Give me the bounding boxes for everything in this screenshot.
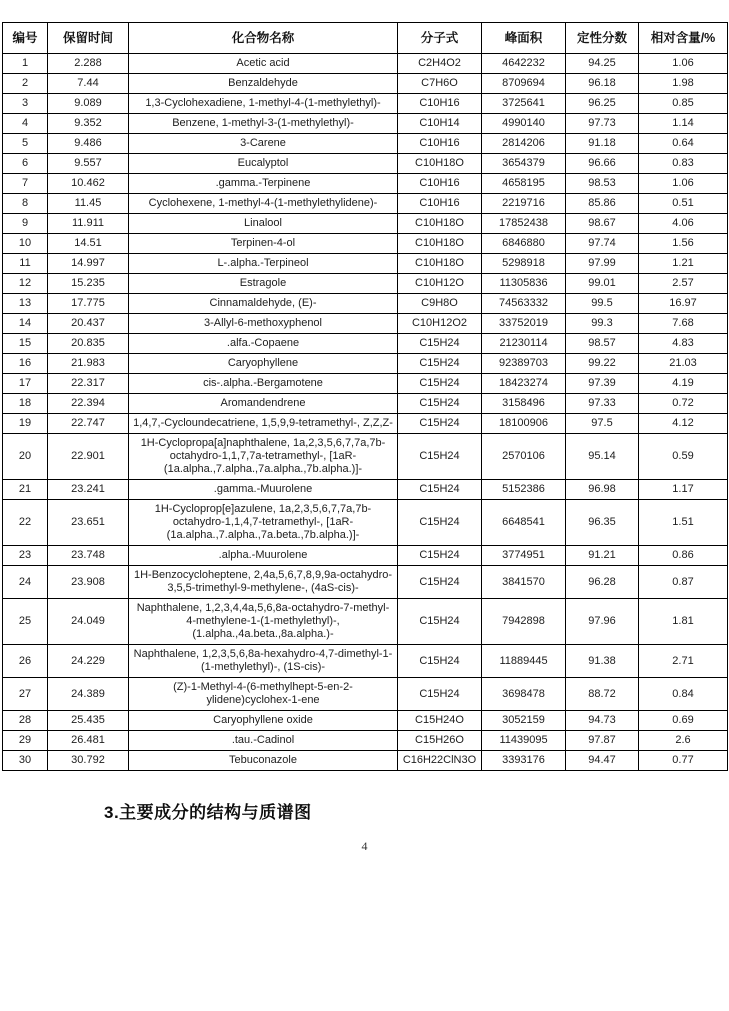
cell-col-3: C10H16 [398,134,482,154]
cell-col-3: C10H14 [398,114,482,134]
cell-col-3: C10H18O [398,254,482,274]
cell-col-5: 97.74 [566,234,639,254]
cell-col-0: 8 [3,194,48,214]
cell-col-6: 2.57 [639,274,728,294]
cell-col-1: 23.908 [48,566,129,599]
table-row [3,434,728,480]
table-row [3,214,728,234]
cell-col-5: 97.99 [566,254,639,274]
cell-col-6: 4.19 [639,374,728,394]
cell-col-3: C15H24 [398,645,482,678]
column-header-4: 峰面积 [482,23,566,54]
cell-col-4: 11305836 [482,274,566,294]
cell-col-2: 1H-Cyclopropa[a]naphthalene, 1a,2,3,5,6,7,7a,7b-octahydro-1,1,7,7a-tetramethyl-, [1aR-(1a.alpha.,7.alpha.,7a.alpha.,7b.alpha.)]- [129,434,398,480]
cell-col-5: 98.53 [566,174,639,194]
cell-col-2: .gamma.-Terpinene [129,174,398,194]
cell-col-2: 3-Carene [129,134,398,154]
cell-col-5: 99.5 [566,294,639,314]
cell-col-5: 94.25 [566,54,639,74]
cell-col-3: C15H24 [398,678,482,711]
cell-col-4: 5298918 [482,254,566,274]
cell-col-3: C10H16 [398,174,482,194]
cell-col-1: 25.435 [48,711,129,731]
cell-col-6: 1.98 [639,74,728,94]
table-header-row [3,23,728,54]
cell-col-2: Eucalyptol [129,154,398,174]
cell-col-6: 16.97 [639,294,728,314]
cell-col-2: Benzene, 1-methyl-3-(1-methylethyl)- [129,114,398,134]
cell-col-6: 0.69 [639,711,728,731]
table-row [3,374,728,394]
cell-col-4: 11889445 [482,645,566,678]
cell-col-4: 6648541 [482,500,566,546]
cell-col-1: 14.51 [48,234,129,254]
cell-col-5: 96.98 [566,480,639,500]
table-row [3,354,728,374]
cell-col-0: 25 [3,599,48,645]
cell-col-4: 3725641 [482,94,566,114]
column-header-6: 相对含量/% [639,23,728,54]
cell-col-2: Caryophyllene [129,354,398,374]
cell-col-4: 8709694 [482,74,566,94]
cell-col-5: 96.35 [566,500,639,546]
cell-col-4: 2570106 [482,434,566,480]
cell-col-0: 30 [3,751,48,771]
cell-col-3: C10H18O [398,154,482,174]
table-row [3,134,728,154]
cell-col-2: 3-Allyl-6-methoxyphenol [129,314,398,334]
cell-col-5: 96.25 [566,94,639,114]
cell-col-0: 20 [3,434,48,480]
cell-col-1: 23.651 [48,500,129,546]
cell-col-0: 9 [3,214,48,234]
cell-col-4: 11439095 [482,731,566,751]
cell-col-2: 1,4,7,-Cycloundecatriene, 1,5,9,9-tetramethyl-, Z,Z,Z- [129,414,398,434]
cell-col-5: 97.73 [566,114,639,134]
cell-col-2: Linalool [129,214,398,234]
cell-col-5: 97.33 [566,394,639,414]
cell-col-4: 2814206 [482,134,566,154]
cell-col-4: 21230114 [482,334,566,354]
cell-col-6: 0.64 [639,134,728,154]
column-header-3: 分子式 [398,23,482,54]
cell-col-3: C15H24 [398,434,482,480]
cell-col-2: cis-.alpha.-Bergamotene [129,374,398,394]
column-header-0: 编号 [3,23,48,54]
cell-col-1: 23.748 [48,546,129,566]
cell-col-0: 3 [3,94,48,114]
cell-col-3: C15H24 [398,500,482,546]
cell-col-0: 21 [3,480,48,500]
table-row [3,678,728,711]
cell-col-3: C15H24 [398,546,482,566]
cell-col-0: 12 [3,274,48,294]
cell-col-2: .alpha.-Muurolene [129,546,398,566]
cell-col-1: 10.462 [48,174,129,194]
cell-col-1: 9.557 [48,154,129,174]
cell-col-6: 1.81 [639,599,728,645]
cell-col-1: 26.481 [48,731,129,751]
cell-col-6: 1.56 [639,234,728,254]
cell-col-6: 0.84 [639,678,728,711]
cell-col-5: 97.96 [566,599,639,645]
cell-col-3: C15H24 [398,334,482,354]
cell-col-5: 97.87 [566,731,639,751]
cell-col-6: 0.87 [639,566,728,599]
cell-col-1: 7.44 [48,74,129,94]
cell-col-6: 2.71 [639,645,728,678]
cell-col-6: 0.51 [639,194,728,214]
cell-col-0: 27 [3,678,48,711]
cell-col-4: 3698478 [482,678,566,711]
table-row [3,154,728,174]
cell-col-4: 6846880 [482,234,566,254]
cell-col-2: Naphthalene, 1,2,3,4,4a,5,6,8a-octahydro-7-methyl-4-methylene-1-(1-methylethyl)-, (1.alpha.,4a.beta.,8a.alpha.)- [129,599,398,645]
cell-col-0: 18 [3,394,48,414]
cell-col-5: 96.28 [566,566,639,599]
cell-col-5: 99.22 [566,354,639,374]
cell-col-0: 15 [3,334,48,354]
cell-col-0: 1 [3,54,48,74]
cell-col-3: C10H16 [398,194,482,214]
cell-col-6: 7.68 [639,314,728,334]
cell-col-0: 11 [3,254,48,274]
cell-col-1: 22.747 [48,414,129,434]
cell-col-0: 24 [3,566,48,599]
cell-col-6: 1.14 [639,114,728,134]
cell-col-6: 1.06 [639,54,728,74]
cell-col-5: 96.18 [566,74,639,94]
cell-col-0: 10 [3,234,48,254]
cell-col-5: 96.66 [566,154,639,174]
cell-col-6: 0.72 [639,394,728,414]
cell-col-1: 20.437 [48,314,129,334]
cell-col-2: Cinnamaldehyde, (E)- [129,294,398,314]
table-row [3,751,728,771]
cell-col-1: 17.775 [48,294,129,314]
cell-col-6: 4.06 [639,214,728,234]
cell-col-0: 5 [3,134,48,154]
cell-col-3: C16H22ClN3O [398,751,482,771]
cell-col-4: 5152386 [482,480,566,500]
section-heading: 3.主要成分的结构与质谱图 [104,803,312,822]
cell-col-5: 98.57 [566,334,639,354]
cell-col-5: 91.38 [566,645,639,678]
cell-col-3: C9H8O [398,294,482,314]
cell-col-4: 4658195 [482,174,566,194]
cell-col-4: 7942898 [482,599,566,645]
compound-analysis-table [2,22,728,771]
cell-col-2: 1H-Cycloprop[e]azulene, 1a,2,3,5,6,7,7a,7b-octahydro-1,1,4,7-tetramethyl-, [1aR-(1a.alpha.,7.alpha.,7a.beta.,7b.alpha.)]- [129,500,398,546]
cell-col-3: C15H24 [398,354,482,374]
column-header-1: 保留时间 [48,23,129,54]
cell-col-4: 3052159 [482,711,566,731]
cell-col-6: 0.86 [639,546,728,566]
cell-col-2: (Z)-1-Methyl-4-(6-methylhept-5-en-2-ylidene)cyclohex-1-ene [129,678,398,711]
cell-col-3: C15H24 [398,414,482,434]
cell-col-0: 17 [3,374,48,394]
table-row [3,599,728,645]
cell-col-6: 0.77 [639,751,728,771]
table-row [3,294,728,314]
cell-col-2: Naphthalene, 1,2,3,5,6,8a-hexahydro-4,7-dimethyl-1-(1-methylethyl)-, (1S-cis)- [129,645,398,678]
cell-col-6: 1.51 [639,500,728,546]
cell-col-1: 22.394 [48,394,129,414]
table-row [3,566,728,599]
table-row [3,274,728,294]
table-row [3,334,728,354]
cell-col-6: 0.59 [639,434,728,480]
cell-col-2: Terpinen-4-ol [129,234,398,254]
table-row [3,234,728,254]
cell-col-1: 30.792 [48,751,129,771]
cell-col-4: 18100906 [482,414,566,434]
table-row [3,74,728,94]
cell-col-1: 21.983 [48,354,129,374]
cell-col-0: 4 [3,114,48,134]
cell-col-6: 0.83 [639,154,728,174]
cell-col-6: 4.12 [639,414,728,434]
cell-col-4: 3841570 [482,566,566,599]
cell-col-6: 4.83 [639,334,728,354]
cell-col-3: C15H24 [398,599,482,645]
cell-col-3: C10H12O [398,274,482,294]
cell-col-5: 91.18 [566,134,639,154]
cell-col-2: .gamma.-Muurolene [129,480,398,500]
cell-col-1: 15.235 [48,274,129,294]
cell-col-1: 11.911 [48,214,129,234]
cell-col-0: 13 [3,294,48,314]
cell-col-1: 9.089 [48,94,129,114]
cell-col-5: 91.21 [566,546,639,566]
cell-col-3: C10H18O [398,234,482,254]
cell-col-2: Cyclohexene, 1-methyl-4-(1-methylethylidene)- [129,194,398,214]
cell-col-0: 26 [3,645,48,678]
cell-col-3: C10H12O2 [398,314,482,334]
cell-col-4: 18423274 [482,374,566,394]
table-row [3,731,728,751]
cell-col-5: 99.3 [566,314,639,334]
cell-col-0: 7 [3,174,48,194]
cell-col-0: 2 [3,74,48,94]
table-row [3,314,728,334]
table-row [3,645,728,678]
cell-col-2: .alfa.-Copaene [129,334,398,354]
cell-col-2: Tebuconazole [129,751,398,771]
cell-col-4: 3158496 [482,394,566,414]
cell-col-4: 92389703 [482,354,566,374]
cell-col-4: 33752019 [482,314,566,334]
cell-col-6: 1.17 [639,480,728,500]
column-header-2: 化合物名称 [129,23,398,54]
column-header-5: 定性分数 [566,23,639,54]
cell-col-3: C15H26O [398,731,482,751]
cell-col-4: 4990140 [482,114,566,134]
cell-col-4: 74563332 [482,294,566,314]
cell-col-0: 23 [3,546,48,566]
cell-col-2: Acetic acid [129,54,398,74]
cell-col-5: 88.72 [566,678,639,711]
cell-col-4: 3774951 [482,546,566,566]
cell-col-5: 94.47 [566,751,639,771]
cell-col-4: 2219716 [482,194,566,214]
cell-col-5: 98.67 [566,214,639,234]
cell-col-0: 14 [3,314,48,334]
cell-col-3: C15H24 [398,566,482,599]
cell-col-2: .tau.-Cadinol [129,731,398,751]
cell-col-5: 94.73 [566,711,639,731]
cell-col-3: C10H18O [398,214,482,234]
cell-col-1: 9.352 [48,114,129,134]
cell-col-1: 20.835 [48,334,129,354]
table-row [3,480,728,500]
cell-col-6: 1.06 [639,174,728,194]
cell-col-3: C2H4O2 [398,54,482,74]
table-row [3,94,728,114]
cell-col-0: 19 [3,414,48,434]
page-number: 4 [361,839,368,853]
cell-col-3: C15H24 [398,480,482,500]
table-row [3,500,728,546]
cell-col-3: C10H16 [398,94,482,114]
cell-col-1: 23.241 [48,480,129,500]
cell-col-2: L-.alpha.-Terpineol [129,254,398,274]
cell-col-1: 24.229 [48,645,129,678]
cell-col-1: 2.288 [48,54,129,74]
cell-col-4: 3654379 [482,154,566,174]
cell-col-0: 22 [3,500,48,546]
cell-col-5: 97.39 [566,374,639,394]
cell-col-6: 2.6 [639,731,728,751]
cell-col-0: 16 [3,354,48,374]
table-row [3,174,728,194]
cell-col-1: 9.486 [48,134,129,154]
table-row [3,711,728,731]
cell-col-5: 99.01 [566,274,639,294]
cell-col-0: 6 [3,154,48,174]
cell-col-4: 4642232 [482,54,566,74]
cell-col-6: 0.85 [639,94,728,114]
cell-col-6: 1.21 [639,254,728,274]
cell-col-1: 22.901 [48,434,129,480]
cell-col-3: C15H24O [398,711,482,731]
cell-col-2: 1H-Benzocycloheptene, 2,4a,5,6,7,8,9,9a-octahydro-3,5,5-trimethyl-9-methylene-, (4aS-cis)- [129,566,398,599]
cell-col-1: 22.317 [48,374,129,394]
cell-col-5: 85.86 [566,194,639,214]
cell-col-2: Estragole [129,274,398,294]
cell-col-1: 11.45 [48,194,129,214]
cell-col-0: 28 [3,711,48,731]
cell-col-3: C7H6O [398,74,482,94]
cell-col-4: 17852438 [482,214,566,234]
cell-col-2: Benzaldehyde [129,74,398,94]
table-row [3,394,728,414]
table-row [3,114,728,134]
cell-col-5: 97.5 [566,414,639,434]
cell-col-1: 24.049 [48,599,129,645]
cell-col-2: Aromandendrene [129,394,398,414]
cell-col-1: 14.997 [48,254,129,274]
table-row [3,546,728,566]
cell-col-2: Caryophyllene oxide [129,711,398,731]
cell-col-6: 21.03 [639,354,728,374]
cell-col-1: 24.389 [48,678,129,711]
cell-col-4: 3393176 [482,751,566,771]
table-row [3,54,728,74]
table-row [3,194,728,214]
cell-col-0: 29 [3,731,48,751]
table-row [3,414,728,434]
table-row [3,254,728,274]
cell-col-3: C15H24 [398,394,482,414]
cell-col-5: 95.14 [566,434,639,480]
cell-col-3: C15H24 [398,374,482,394]
cell-col-2: 1,3-Cyclohexadiene, 1-methyl-4-(1-methylethyl)- [129,94,398,114]
